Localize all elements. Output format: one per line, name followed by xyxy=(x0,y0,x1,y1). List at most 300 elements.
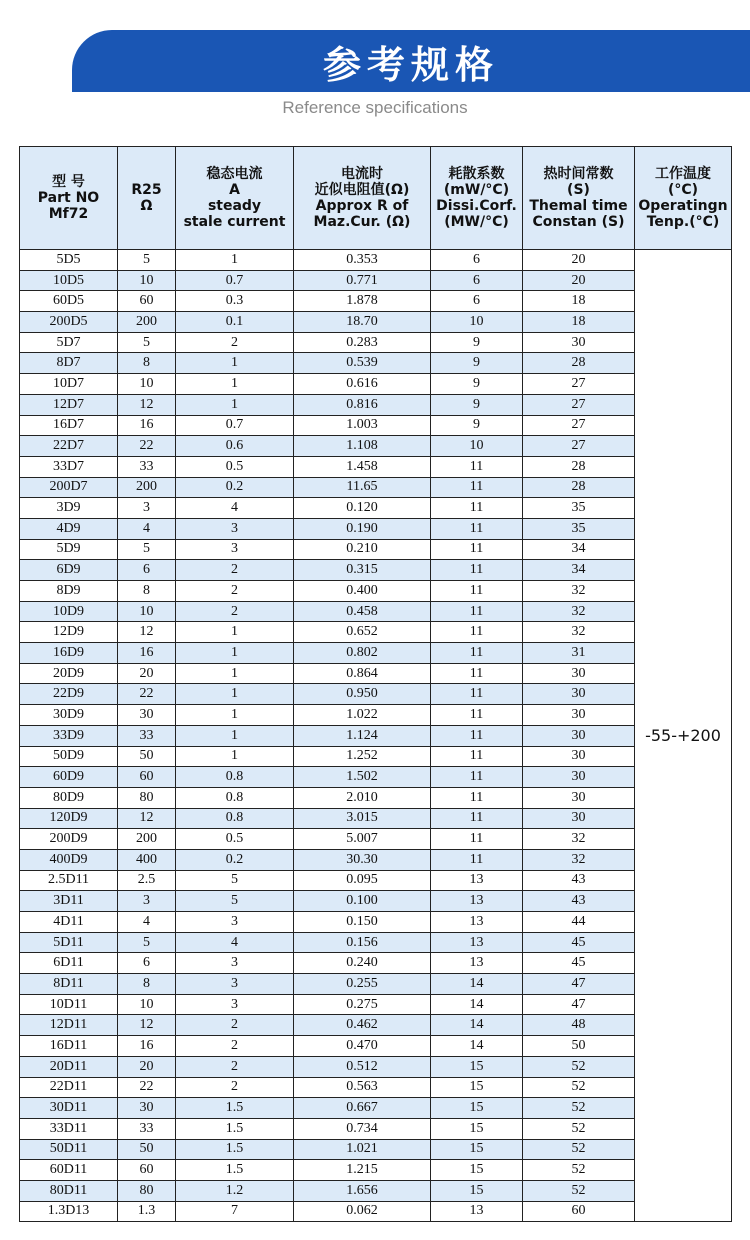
cell-r25: 4 xyxy=(118,518,176,539)
cell-steady-current: 3 xyxy=(176,912,294,933)
header-line: Tenp.(°C) xyxy=(646,214,720,230)
cell-thermal-time: 20 xyxy=(523,270,635,291)
table-row xyxy=(20,767,732,788)
cell-steady-current: 0.8 xyxy=(176,808,294,829)
column-header-part-no xyxy=(20,147,118,250)
cell-approx-resistance: 0.652 xyxy=(294,622,431,643)
table-row xyxy=(20,1098,732,1119)
cell-part-no: 3D11 xyxy=(20,891,118,912)
column-header-dissipation xyxy=(431,147,523,250)
cell-approx-resistance: 1.252 xyxy=(294,746,431,767)
cell-thermal-time: 45 xyxy=(523,932,635,953)
cell-part-no: 20D11 xyxy=(20,1056,118,1077)
cell-r25: 30 xyxy=(118,705,176,726)
cell-approx-resistance: 1.021 xyxy=(294,1139,431,1160)
cell-dissipation: 13 xyxy=(431,912,523,933)
table-row xyxy=(20,891,732,912)
cell-thermal-time: 52 xyxy=(523,1098,635,1119)
cell-r25: 200 xyxy=(118,829,176,850)
cell-approx-resistance: 0.240 xyxy=(294,953,431,974)
table-row xyxy=(20,581,732,602)
cell-steady-current: 0.6 xyxy=(176,436,294,457)
cell-steady-current: 1 xyxy=(176,250,294,271)
cell-dissipation: 11 xyxy=(431,849,523,870)
cell-r25: 22 xyxy=(118,436,176,457)
header-line: R25 xyxy=(131,182,162,198)
cell-dissipation: 13 xyxy=(431,932,523,953)
cell-steady-current: 2 xyxy=(176,1015,294,1036)
cell-dissipation: 11 xyxy=(431,622,523,643)
cell-part-no: 10D11 xyxy=(20,994,118,1015)
cell-thermal-time: 30 xyxy=(523,725,635,746)
cell-thermal-time: 48 xyxy=(523,1015,635,1036)
cell-approx-resistance: 0.802 xyxy=(294,643,431,664)
cell-r25: 12 xyxy=(118,1015,176,1036)
cell-r25: 16 xyxy=(118,643,176,664)
cell-part-no: 16D11 xyxy=(20,1036,118,1057)
cell-steady-current: 1 xyxy=(176,663,294,684)
cell-approx-resistance: 0.283 xyxy=(294,332,431,353)
cell-part-no: 33D7 xyxy=(20,456,118,477)
cell-part-no: 6D9 xyxy=(20,560,118,581)
cell-approx-resistance: 0.120 xyxy=(294,498,431,519)
header-line: Maz.Cur. (Ω) xyxy=(313,214,411,230)
cell-part-no: 50D11 xyxy=(20,1139,118,1160)
cell-approx-resistance: 1.656 xyxy=(294,1180,431,1201)
header-line: 近似电阻值(Ω) xyxy=(314,182,410,198)
header-line: 热时间常数 xyxy=(543,166,614,182)
cell-r25: 5 xyxy=(118,539,176,560)
cell-thermal-time: 60 xyxy=(523,1201,635,1222)
table-row xyxy=(20,312,732,333)
cell-part-no: 200D5 xyxy=(20,312,118,333)
cell-r25: 80 xyxy=(118,1180,176,1201)
table-body xyxy=(20,250,732,1222)
cell-thermal-time: 44 xyxy=(523,912,635,933)
table-row xyxy=(20,1118,732,1139)
cell-r25: 80 xyxy=(118,787,176,808)
table-row xyxy=(20,353,732,374)
cell-thermal-time: 52 xyxy=(523,1118,635,1139)
cell-thermal-time: 35 xyxy=(523,498,635,519)
cell-thermal-time: 52 xyxy=(523,1056,635,1077)
cell-r25: 33 xyxy=(118,725,176,746)
cell-dissipation: 11 xyxy=(431,539,523,560)
cell-dissipation: 11 xyxy=(431,787,523,808)
cell-dissipation: 14 xyxy=(431,974,523,995)
table-row xyxy=(20,663,732,684)
header-line: A xyxy=(229,182,240,198)
header-line: Operatingn xyxy=(638,198,728,214)
cell-r25: 30 xyxy=(118,1098,176,1119)
table-row xyxy=(20,684,732,705)
cell-part-no: 60D11 xyxy=(20,1160,118,1181)
cell-approx-resistance: 1.502 xyxy=(294,767,431,788)
cell-dissipation: 11 xyxy=(431,498,523,519)
cell-thermal-time: 30 xyxy=(523,332,635,353)
cell-steady-current: 3 xyxy=(176,518,294,539)
cell-steady-current: 2 xyxy=(176,560,294,581)
cell-dissipation: 6 xyxy=(431,250,523,271)
cell-dissipation: 13 xyxy=(431,1201,523,1222)
table-row xyxy=(20,436,732,457)
header-line: 耗散系数 xyxy=(448,166,505,182)
header-line: steady xyxy=(207,198,262,214)
cell-r25: 3 xyxy=(118,891,176,912)
header-line: Dissi.Corf. xyxy=(436,198,517,214)
cell-steady-current: 2 xyxy=(176,601,294,622)
cell-dissipation: 15 xyxy=(431,1139,523,1160)
cell-part-no: 20D9 xyxy=(20,663,118,684)
column-header-approx-resistance xyxy=(294,147,431,250)
cell-part-no: 16D9 xyxy=(20,643,118,664)
cell-dissipation: 14 xyxy=(431,1015,523,1036)
cell-part-no: 6D11 xyxy=(20,953,118,974)
cell-dissipation: 10 xyxy=(431,312,523,333)
cell-dissipation: 9 xyxy=(431,415,523,436)
cell-steady-current: 2 xyxy=(176,1036,294,1057)
cell-approx-resistance: 0.667 xyxy=(294,1098,431,1119)
cell-dissipation: 6 xyxy=(431,270,523,291)
header-line: 电流时 xyxy=(341,166,383,182)
cell-part-no: 8D7 xyxy=(20,353,118,374)
cell-dissipation: 11 xyxy=(431,829,523,850)
header-line: Approx R of xyxy=(315,198,409,214)
table-row xyxy=(20,291,732,312)
cell-operating-temp: -55-+200 xyxy=(635,250,732,1222)
cell-thermal-time: 34 xyxy=(523,539,635,560)
table-row xyxy=(20,1139,732,1160)
cell-thermal-time: 31 xyxy=(523,643,635,664)
cell-dissipation: 9 xyxy=(431,353,523,374)
cell-approx-resistance: 2.010 xyxy=(294,787,431,808)
cell-r25: 6 xyxy=(118,953,176,974)
cell-r25: 8 xyxy=(118,581,176,602)
cell-approx-resistance: 0.315 xyxy=(294,560,431,581)
header-line: 稳态电流 xyxy=(206,166,263,182)
cell-part-no: 5D11 xyxy=(20,932,118,953)
cell-part-no: 10D7 xyxy=(20,374,118,395)
cell-steady-current: 1 xyxy=(176,725,294,746)
cell-thermal-time: 52 xyxy=(523,1180,635,1201)
cell-part-no: 8D9 xyxy=(20,581,118,602)
cell-dissipation: 11 xyxy=(431,808,523,829)
header-line: 型 号 xyxy=(52,174,85,190)
cell-r25: 4 xyxy=(118,912,176,933)
cell-thermal-time: 18 xyxy=(523,291,635,312)
cell-steady-current: 1.5 xyxy=(176,1098,294,1119)
cell-approx-resistance: 0.512 xyxy=(294,1056,431,1077)
cell-dissipation: 13 xyxy=(431,870,523,891)
header-line: Mf72 xyxy=(48,206,89,222)
cell-steady-current: 4 xyxy=(176,932,294,953)
cell-part-no: 12D7 xyxy=(20,394,118,415)
table-row xyxy=(20,994,732,1015)
column-header-r25 xyxy=(118,147,176,250)
cell-steady-current: 3 xyxy=(176,994,294,1015)
cell-part-no: 120D9 xyxy=(20,808,118,829)
cell-thermal-time: 28 xyxy=(523,456,635,477)
cell-r25: 12 xyxy=(118,622,176,643)
cell-approx-resistance: 0.734 xyxy=(294,1118,431,1139)
cell-steady-current: 7 xyxy=(176,1201,294,1222)
cell-part-no: 10D9 xyxy=(20,601,118,622)
header-line: 工作温度 xyxy=(655,166,711,182)
cell-steady-current: 2 xyxy=(176,1077,294,1098)
cell-part-no: 80D9 xyxy=(20,787,118,808)
cell-part-no: 2.5D11 xyxy=(20,870,118,891)
cell-approx-resistance: 0.563 xyxy=(294,1077,431,1098)
cell-steady-current: 1 xyxy=(176,705,294,726)
table-row xyxy=(20,415,732,436)
header-line: Part NO xyxy=(37,190,100,206)
table-row xyxy=(20,1180,732,1201)
column-header-operating-temp xyxy=(635,147,732,250)
table-row xyxy=(20,601,732,622)
cell-approx-resistance: 0.470 xyxy=(294,1036,431,1057)
cell-part-no: 33D11 xyxy=(20,1118,118,1139)
table-row xyxy=(20,539,732,560)
cell-dissipation: 14 xyxy=(431,994,523,1015)
cell-r25: 1.3 xyxy=(118,1201,176,1222)
header-line: Themal time xyxy=(529,198,628,214)
table-row xyxy=(20,1015,732,1036)
cell-part-no: 8D11 xyxy=(20,974,118,995)
cell-dissipation: 11 xyxy=(431,746,523,767)
table-row xyxy=(20,932,732,953)
cell-thermal-time: 27 xyxy=(523,394,635,415)
cell-part-no: 22D11 xyxy=(20,1077,118,1098)
header-line: Ω xyxy=(140,198,153,214)
cell-thermal-time: 28 xyxy=(523,353,635,374)
cell-r25: 60 xyxy=(118,1160,176,1181)
cell-approx-resistance: 0.816 xyxy=(294,394,431,415)
cell-r25: 8 xyxy=(118,974,176,995)
cell-approx-resistance: 0.095 xyxy=(294,870,431,891)
cell-thermal-time: 50 xyxy=(523,1036,635,1057)
cell-thermal-time: 32 xyxy=(523,601,635,622)
cell-part-no: 60D5 xyxy=(20,291,118,312)
cell-steady-current: 0.7 xyxy=(176,270,294,291)
cell-steady-current: 1.5 xyxy=(176,1160,294,1181)
cell-r25: 16 xyxy=(118,1036,176,1057)
page-title: 参考规格 xyxy=(322,42,499,87)
cell-approx-resistance: 1.003 xyxy=(294,415,431,436)
cell-dissipation: 9 xyxy=(431,374,523,395)
cell-steady-current: 1 xyxy=(176,643,294,664)
header-line: stale current xyxy=(183,214,286,230)
cell-r25: 2.5 xyxy=(118,870,176,891)
cell-approx-resistance: 0.190 xyxy=(294,518,431,539)
cell-approx-resistance: 0.616 xyxy=(294,374,431,395)
cell-thermal-time: 47 xyxy=(523,974,635,995)
cell-steady-current: 2 xyxy=(176,1056,294,1077)
cell-thermal-time: 43 xyxy=(523,891,635,912)
cell-steady-current: 0.2 xyxy=(176,477,294,498)
table-row xyxy=(20,1201,732,1222)
cell-r25: 10 xyxy=(118,374,176,395)
cell-r25: 200 xyxy=(118,312,176,333)
cell-steady-current: 1 xyxy=(176,374,294,395)
cell-r25: 10 xyxy=(118,994,176,1015)
cell-steady-current: 1.5 xyxy=(176,1139,294,1160)
header-line: (MW/°C) xyxy=(444,214,509,230)
cell-dissipation: 11 xyxy=(431,477,523,498)
cell-dissipation: 13 xyxy=(431,891,523,912)
cell-part-no: 60D9 xyxy=(20,767,118,788)
table-row xyxy=(20,643,732,664)
table-row xyxy=(20,725,732,746)
cell-thermal-time: 30 xyxy=(523,787,635,808)
cell-approx-resistance: 0.210 xyxy=(294,539,431,560)
cell-r25: 33 xyxy=(118,456,176,477)
cell-dissipation: 11 xyxy=(431,767,523,788)
cell-r25: 22 xyxy=(118,1077,176,1098)
cell-thermal-time: 27 xyxy=(523,415,635,436)
cell-thermal-time: 30 xyxy=(523,746,635,767)
cell-part-no: 1.3D13 xyxy=(20,1201,118,1222)
cell-part-no: 12D11 xyxy=(20,1015,118,1036)
cell-dissipation: 15 xyxy=(431,1160,523,1181)
cell-steady-current: 1 xyxy=(176,622,294,643)
header-line: (mW/°C) xyxy=(443,182,510,198)
cell-thermal-time: 20 xyxy=(523,250,635,271)
table-row xyxy=(20,746,732,767)
cell-approx-resistance: 0.458 xyxy=(294,601,431,622)
cell-r25: 3 xyxy=(118,498,176,519)
cell-dissipation: 15 xyxy=(431,1180,523,1201)
cell-part-no: 4D11 xyxy=(20,912,118,933)
cell-approx-resistance: 1.215 xyxy=(294,1160,431,1181)
cell-thermal-time: 32 xyxy=(523,622,635,643)
cell-approx-resistance: 1.458 xyxy=(294,456,431,477)
cell-part-no: 5D9 xyxy=(20,539,118,560)
cell-approx-resistance: 0.150 xyxy=(294,912,431,933)
cell-steady-current: 1.5 xyxy=(176,1118,294,1139)
cell-part-no: 22D7 xyxy=(20,436,118,457)
cell-steady-current: 0.8 xyxy=(176,767,294,788)
header-line: Constan (S) xyxy=(532,214,625,230)
cell-r25: 60 xyxy=(118,291,176,312)
cell-steady-current: 1 xyxy=(176,394,294,415)
cell-approx-resistance: 11.65 xyxy=(294,477,431,498)
header-line: (S) xyxy=(567,182,590,198)
cell-thermal-time: 52 xyxy=(523,1139,635,1160)
cell-approx-resistance: 0.100 xyxy=(294,891,431,912)
table-row xyxy=(20,477,732,498)
cell-dissipation: 15 xyxy=(431,1118,523,1139)
cell-r25: 50 xyxy=(118,1139,176,1160)
cell-dissipation: 11 xyxy=(431,581,523,602)
cell-thermal-time: 45 xyxy=(523,953,635,974)
cell-dissipation: 15 xyxy=(431,1056,523,1077)
cell-dissipation: 9 xyxy=(431,332,523,353)
cell-approx-resistance: 0.156 xyxy=(294,932,431,953)
table-row xyxy=(20,374,732,395)
cell-approx-resistance: 0.275 xyxy=(294,994,431,1015)
cell-part-no: 30D9 xyxy=(20,705,118,726)
cell-part-no: 22D9 xyxy=(20,684,118,705)
table-row xyxy=(20,560,732,581)
cell-steady-current: 3 xyxy=(176,974,294,995)
cell-thermal-time: 32 xyxy=(523,829,635,850)
cell-dissipation: 14 xyxy=(431,1036,523,1057)
cell-steady-current: 0.5 xyxy=(176,829,294,850)
cell-dissipation: 11 xyxy=(431,601,523,622)
table-row xyxy=(20,1036,732,1057)
cell-dissipation: 10 xyxy=(431,436,523,457)
cell-dissipation: 13 xyxy=(431,953,523,974)
cell-dissipation: 11 xyxy=(431,643,523,664)
cell-steady-current: 4 xyxy=(176,498,294,519)
cell-r25: 400 xyxy=(118,849,176,870)
cell-r25: 200 xyxy=(118,477,176,498)
table-row xyxy=(20,498,732,519)
table-row xyxy=(20,787,732,808)
cell-part-no: 3D9 xyxy=(20,498,118,519)
table-row xyxy=(20,808,732,829)
header-row xyxy=(20,147,732,250)
cell-steady-current: 5 xyxy=(176,870,294,891)
table-row xyxy=(20,705,732,726)
table-row xyxy=(20,250,732,271)
title-banner xyxy=(72,30,750,92)
cell-r25: 20 xyxy=(118,663,176,684)
page-subtitle: Reference specifications xyxy=(282,98,468,117)
cell-part-no: 80D11 xyxy=(20,1180,118,1201)
cell-dissipation: 15 xyxy=(431,1098,523,1119)
cell-thermal-time: 30 xyxy=(523,684,635,705)
cell-approx-resistance: 0.353 xyxy=(294,250,431,271)
table-row xyxy=(20,1077,732,1098)
cell-dissipation: 11 xyxy=(431,725,523,746)
cell-dissipation: 11 xyxy=(431,456,523,477)
cell-part-no: 50D9 xyxy=(20,746,118,767)
cell-steady-current: 3 xyxy=(176,539,294,560)
cell-approx-resistance: 0.864 xyxy=(294,663,431,684)
cell-approx-resistance: 0.255 xyxy=(294,974,431,995)
cell-thermal-time: 27 xyxy=(523,374,635,395)
table-row xyxy=(20,1056,732,1077)
cell-steady-current: 1 xyxy=(176,746,294,767)
cell-thermal-time: 34 xyxy=(523,560,635,581)
cell-approx-resistance: 0.062 xyxy=(294,1201,431,1222)
cell-r25: 16 xyxy=(118,415,176,436)
cell-part-no: 33D9 xyxy=(20,725,118,746)
cell-part-no: 4D9 xyxy=(20,518,118,539)
cell-part-no: 200D9 xyxy=(20,829,118,850)
cell-part-no: 5D5 xyxy=(20,250,118,271)
cell-steady-current: 0.1 xyxy=(176,312,294,333)
cell-thermal-time: 30 xyxy=(523,767,635,788)
cell-thermal-time: 47 xyxy=(523,994,635,1015)
cell-approx-resistance: 1.108 xyxy=(294,436,431,457)
cell-steady-current: 1 xyxy=(176,684,294,705)
table-row xyxy=(20,622,732,643)
cell-r25: 50 xyxy=(118,746,176,767)
cell-part-no: 10D5 xyxy=(20,270,118,291)
cell-r25: 12 xyxy=(118,394,176,415)
table-row xyxy=(20,953,732,974)
cell-r25: 60 xyxy=(118,767,176,788)
cell-approx-resistance: 1.124 xyxy=(294,725,431,746)
cell-thermal-time: 18 xyxy=(523,312,635,333)
cell-r25: 5 xyxy=(118,332,176,353)
cell-thermal-time: 35 xyxy=(523,518,635,539)
cell-thermal-time: 30 xyxy=(523,663,635,684)
cell-approx-resistance: 1.022 xyxy=(294,705,431,726)
cell-part-no: 200D7 xyxy=(20,477,118,498)
